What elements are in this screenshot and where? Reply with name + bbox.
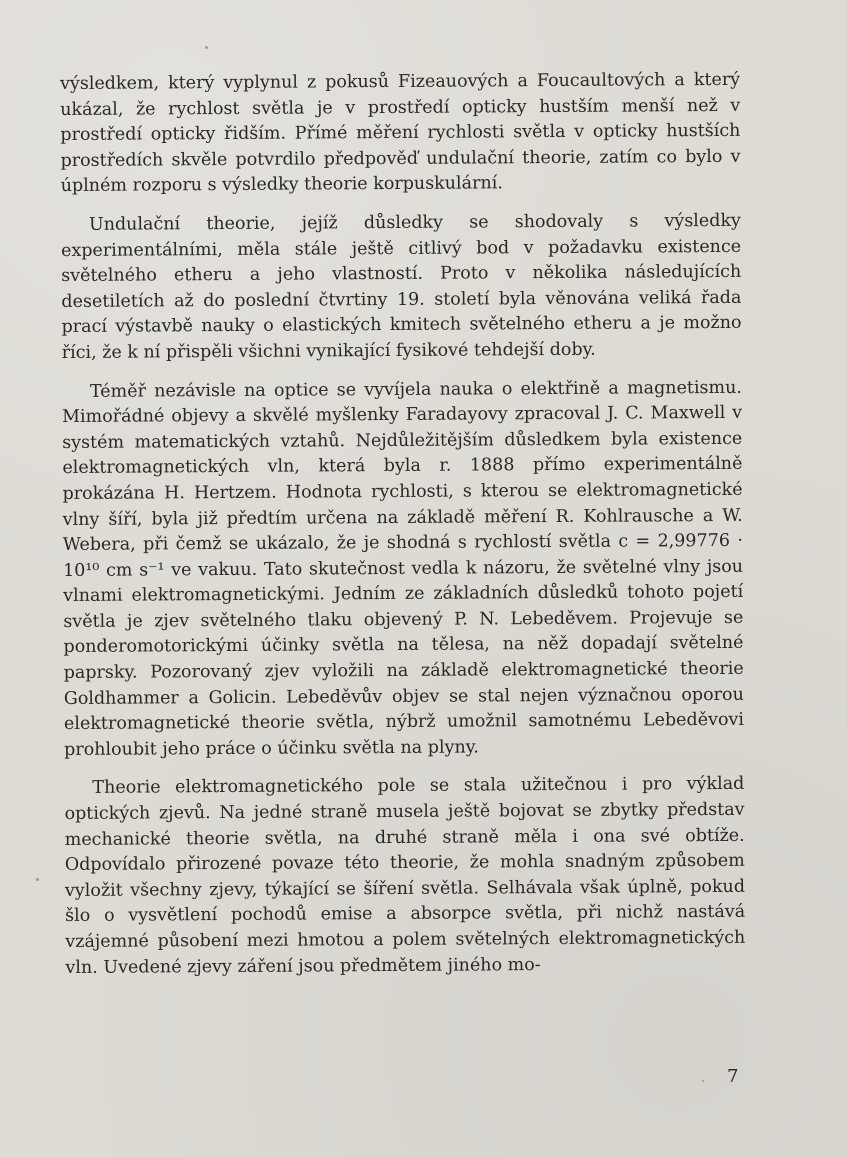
paragraph-3: Téměř nezávisle na optice se vyvíjela nauka o elektřině a magnetismu. Mimořádné objevy a skvělé myšlenky Faradayovy zpracoval J. C. Maxwell v systém matematických vztahů. Nejdůležitějším důsledkem byla existence elektromagnetických vln, která byla r. 1888 přímo experimentálně prokázána H. Hertzem. Hodnota rychlosti, s kterou se elektromagnetické vlny šíří, byla již předtím určena na základě měření R. Kohlrausche a W. Webera, při čemž se ukázalo, že je shodná s rychlostí světla c = 2,99776 · 10¹⁰ cm s⁻¹ ve vakuu. Tato skutečnost vedla k názoru, že světelné vlny jsou vlnami elektromagnetickými. Jedním ze základních důsledků tohoto pojetí světla je zjev světelného tlaku objevený P. N. Lebeděvem. Projevuje se ponderomotorickými účinky světla na tělesa, na něž dopadají světelné paprsky. Pozorovaný zjev vyložili na základě elektromagnetické theorie Goldhammer a Golicin. Lebeděvův objev se stal nejen význačnou oporou elektromagnetické theorie světla, nýbrž umožnil samotnému Lebeděvovi prohloubit jeho práce o účinku světla na plyny. xyxy=(62,377,745,760)
paragraph-4: Theorie elektromagnetického pole se stala užitečnou i pro výklad optických zjevů. Na jedné straně musela ještě bojovat se zbytky představ mechanické theorie světla, na druhé straně měla i ona své obtíže. Odpovídalo přirozené povaze této theorie, že mohla snadným způsobem vyložit všechny zjevy, týkající se šíření světla. Selhávala však úplně, pokud šlo o vysvětlení pochodů emise a absorpce světla, při nichž nastává vzájemné působení mezi hmotou a polem světelných elektromagnetických vln. Uvedené zjevy záření jsou předmětem jiného mo- xyxy=(64,774,746,978)
paragraph-2: Undulační theorie, jejíž důsledky se shodovaly s výsledky experimentálními, měla stále ještě citlivý bod v požadavku existence světelného etheru a jeho vlastností. Proto v několika následujících desetiletích až do poslední čtvrtiny 19. století byla věnována veliká řada prací výstavbě nauky o elastických kmitech světelného etheru a je možno říci, že k ní přispěli všichni vynikající fysikové tehdejší doby. xyxy=(61,210,742,363)
page-number: 7 xyxy=(727,1066,739,1087)
paragraph-1: výsledkem, který vyplynul z pokusů Fizeauových a Foucaultových a který ukázal, že rychlost světla je v prostředí opticky hustším menší než v prostředí opticky řidším. Přímé měření rychlosti světla v opticky hustších prostředích skvěle potvrdilo předpověď undulační theorie, zatím co bylo v úplném rozporu s výsledky theorie korpuskulární. xyxy=(60,69,741,197)
paper-speck xyxy=(36,878,39,881)
page-body xyxy=(60,68,746,994)
paper-speck xyxy=(205,46,208,49)
paper-speck xyxy=(702,1080,704,1082)
